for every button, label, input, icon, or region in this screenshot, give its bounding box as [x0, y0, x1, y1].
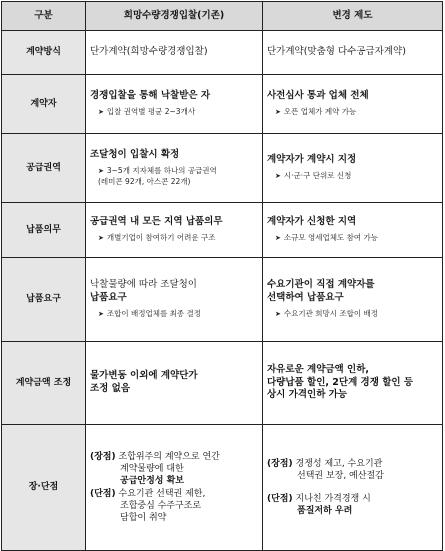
existing-note — [90, 309, 258, 319]
changed-text: 사전심사 통과 업체 전체 — [267, 90, 369, 102]
arrow-icon: ➤ — [98, 108, 104, 117]
changed-text: 다량납품 할인, 2단계 경쟁 할인 등 — [267, 376, 414, 388]
arrow-icon: ➤ — [275, 108, 281, 117]
existing-text: 조달청이 입찰시 확정 — [90, 149, 180, 161]
existing-cell — [86, 258, 263, 342]
arrow-icon: ➤ — [98, 234, 104, 243]
cons-text: 조합중심 수주구조로 — [120, 500, 202, 511]
header-category: 구분 — [2, 2, 86, 31]
row-label: 계약방식 — [2, 31, 86, 75]
existing-cell — [86, 134, 263, 203]
arrow-icon: ➤ — [275, 172, 281, 181]
changed-note — [267, 107, 438, 117]
arrow-icon: ➤ — [275, 310, 281, 319]
note-text: 수요기관 희망시 조합이 배정 — [283, 309, 378, 319]
cons-line — [267, 493, 438, 505]
existing-cell — [86, 342, 263, 425]
changed-cell — [263, 134, 443, 203]
comparison-table — [1, 1, 443, 551]
changed-cell — [263, 258, 443, 342]
existing-text: 납품요구 — [90, 292, 127, 304]
existing-text — [90, 279, 258, 292]
changed-text: 계약자가 계약시 지정 — [267, 154, 357, 166]
pros-text: 경쟁성 제고, 수요기관 — [295, 459, 383, 470]
table-row — [2, 342, 443, 425]
table-row — [2, 203, 443, 258]
note-text: 조합이 배정업체를 최종 결정 — [106, 309, 201, 319]
changed-text: 상시 가격인하 가능 — [267, 389, 348, 401]
table-row — [2, 425, 443, 551]
arrow-icon: ➤ — [98, 310, 104, 319]
table-row — [2, 134, 443, 203]
existing-note — [90, 107, 258, 117]
changed-note — [267, 233, 438, 243]
existing-text: 공급권역 내 모든 지역 납품의무 — [90, 216, 223, 228]
existing-text: 단가계약(희망수량경쟁입찰) — [90, 46, 208, 58]
changed-text: 선택하여 납품요구 — [267, 292, 344, 304]
pros-text: 공급안정성 확보 — [120, 476, 184, 487]
cons-text: 지나친 가격경쟁 시 — [295, 493, 371, 504]
text-line: 낙찰물량에 따라 조달청이 — [90, 279, 197, 291]
changed-text: 수요기관이 직접 계약자를 — [267, 279, 375, 291]
table-row — [2, 75, 443, 134]
row-label: 납품의무 — [2, 203, 86, 258]
existing-text: 조정 없음 — [90, 383, 131, 394]
cons-tag: (단점) — [90, 488, 116, 499]
existing-note — [90, 233, 258, 243]
pros-text: 계약물량에 대한 — [120, 464, 184, 475]
cons-line — [90, 488, 258, 500]
pros-text: 선택권 보장, 예산절감 — [297, 471, 384, 482]
spacer — [267, 483, 438, 493]
changed-cell — [263, 31, 443, 75]
pros-line — [267, 458, 438, 470]
note-text: 개별기업이 참여하기 어려운 구조 — [106, 233, 216, 243]
changed-cell — [263, 203, 443, 258]
existing-cell — [86, 75, 263, 134]
changed-cell — [263, 75, 443, 134]
cons-text: 수요기관 선택권 제한, — [118, 488, 206, 499]
changed-cell — [263, 425, 443, 551]
existing-cell — [86, 203, 263, 258]
existing-cell — [86, 31, 263, 75]
arrow-icon: ➤ — [98, 167, 104, 176]
pros-line — [90, 451, 258, 463]
note-text: 시·군·구 단위로 신청 — [283, 171, 352, 181]
row-label: 장·단점 — [2, 425, 86, 551]
cons-tag: (단점) — [267, 493, 293, 504]
header-row — [2, 2, 443, 31]
table-row — [2, 31, 443, 75]
existing-note-detail: (레미콘 92개, 아스콘 22개) — [98, 176, 191, 186]
pros-tag: (장점) — [267, 459, 293, 470]
note-text: 오픈 업체가 계약 가능 — [283, 107, 357, 117]
existing-note — [90, 166, 258, 176]
cons-text: 담합이 취약 — [120, 512, 167, 523]
row-label: 계약금액 조정 — [2, 342, 86, 425]
table-row — [2, 258, 443, 342]
changed-cell — [263, 342, 443, 425]
pros-text: 조합위주의 계약으로 연간 — [118, 452, 220, 463]
cons-text: 품질저하 우려 — [297, 505, 353, 516]
note-text: 3~5개 지자체를 하나의 공급권역 — [106, 166, 217, 176]
changed-text: 단가계약(맞춤형 다수공급자계약) — [267, 46, 406, 58]
row-label: 납품요구 — [2, 258, 86, 342]
changed-text: 계약자가 신청한 지역 — [267, 216, 357, 228]
header-existing: 희망수량경쟁입찰(기존) — [86, 2, 263, 31]
pros-tag: (장점) — [90, 452, 116, 463]
changed-note — [267, 171, 438, 181]
row-label: 공급권역 — [2, 134, 86, 203]
row-label: 계약자 — [2, 75, 86, 134]
note-text: 입찰 권역별 평균 2~3개사 — [106, 107, 196, 117]
existing-text: 경쟁입찰을 통해 낙찰받은 자 — [90, 90, 211, 102]
changed-note — [267, 309, 438, 319]
header-changed: 변경 제도 — [263, 2, 443, 31]
arrow-icon: ➤ — [275, 234, 281, 243]
existing-text: 물가변동 이외에 계약단가 — [90, 370, 198, 382]
note-text: 소규모 영세업체도 참여 가능 — [283, 233, 378, 243]
existing-cell — [86, 425, 263, 551]
changed-text: 자유로운 계약금액 인하, — [267, 363, 369, 375]
